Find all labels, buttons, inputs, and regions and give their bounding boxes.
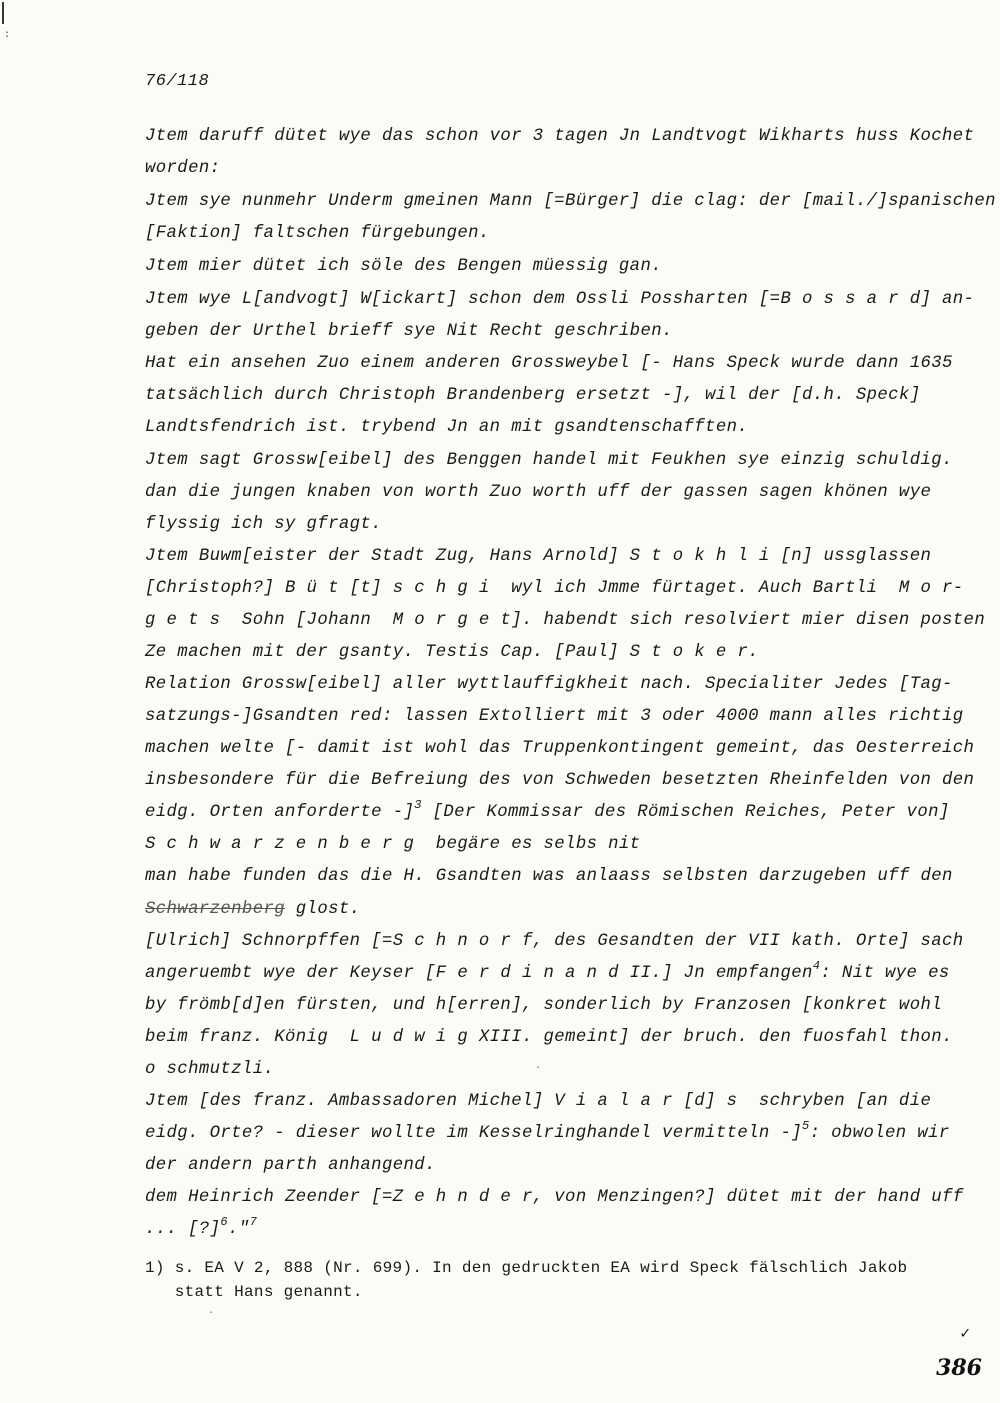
text-line bbox=[145, 706, 964, 728]
text-line bbox=[145, 959, 950, 985]
text-line bbox=[145, 158, 220, 180]
scan-speck: · bbox=[208, 1308, 215, 1319]
line-text: flyssig ich sy gfragt. bbox=[145, 515, 382, 534]
text-line bbox=[145, 642, 759, 664]
line-text: Jtem sye nunmehr Underm gmeinen Mann [=Bürger] die clag: der [mail./]spanischen bbox=[145, 192, 996, 211]
text-line bbox=[145, 1187, 964, 1209]
text-line bbox=[145, 1215, 258, 1241]
footnote-ref: 5 bbox=[802, 1119, 810, 1133]
line-text: dem Heinrich Zeender [=Z e h n d e r, von Menzingen?] dütet mit der hand uff bbox=[145, 1188, 964, 1207]
text-line bbox=[145, 578, 964, 600]
line-text-continued: : Nit wye es bbox=[820, 964, 950, 983]
text-line bbox=[145, 899, 360, 921]
text-line bbox=[145, 223, 490, 245]
text-line bbox=[145, 931, 964, 953]
archive-folio-stamp: 386 bbox=[936, 1355, 982, 1381]
line-text: Jtem daruff dütet wye das schon vor 3 tagen Jn Landtvogt Wikharts huss Kochet bbox=[145, 127, 975, 146]
footnote-ref: 7 bbox=[249, 1215, 258, 1229]
text-line bbox=[145, 798, 950, 824]
line-text: Jtem Buwm[eister der Stadt Zug, Hans Arnold] S t o k h l i [n] ussglassen bbox=[145, 547, 932, 566]
line-text: geben der Urthel brieff sye Nit Recht geschriben. bbox=[145, 322, 673, 341]
line-text-continued: ." bbox=[228, 1220, 250, 1239]
footnote-line: 1) s. EA V 2, 888 (Nr. 699). In den gedruckten EA wird Speck fälschlich Jakob bbox=[145, 1259, 908, 1277]
text-line bbox=[145, 514, 382, 536]
line-text: [Christoph?] B ü t [t] s c h g i wyl ich Jmme fürtaget. Auch Bartli M o r- bbox=[145, 579, 964, 598]
line-text: der andern parth anhangend. bbox=[145, 1156, 436, 1175]
line-text: machen welte [- damit ist wohl das Truppenkontingent gemeint, das Oesterreich bbox=[145, 739, 975, 758]
text-line bbox=[145, 417, 748, 439]
line-text: Jtem [des franz. Ambassadoren Michel] V i a l a r [d] s schryben [an die bbox=[145, 1092, 932, 1111]
line-text: beim franz. König L u d w i g XIII. gemeint] der bruch. den fuosfahl thon. bbox=[145, 1028, 953, 1047]
text-line bbox=[145, 738, 974, 760]
line-text: g e t s Sohn [Johann M o r g e t]. habendt sich resolviert mier disen posten bbox=[145, 611, 986, 630]
text-line bbox=[145, 450, 953, 472]
line-text-continued: [Der Kommissar des Römischen Reiches, Peter von] bbox=[421, 803, 950, 822]
text-line bbox=[145, 866, 953, 888]
text-line bbox=[145, 546, 931, 568]
text-line bbox=[145, 482, 931, 504]
line-text: Hat ein ansehen Zuo einem anderen Grossweybel [- Hans Speck wurde dann 1635 bbox=[145, 354, 953, 373]
line-text: man habe funden das die H. Gsandten was anlaass selbsten darzugeben uff den bbox=[145, 867, 953, 886]
text-line bbox=[145, 770, 974, 792]
line-text: eidg. Orten anforderte -] bbox=[145, 803, 415, 822]
line-text: Jtem wye L[andvogt] W[ickart] schon dem Ossli Possharten [=B o s s a r d] an- bbox=[145, 290, 975, 309]
text-line bbox=[145, 126, 974, 148]
text-line bbox=[145, 321, 673, 343]
text-line bbox=[145, 191, 996, 213]
text-line bbox=[145, 1027, 953, 1049]
text-line bbox=[145, 1059, 274, 1081]
line-text-continued: glost. bbox=[285, 900, 361, 919]
text-line bbox=[145, 385, 920, 407]
line-text: o schmutzli. bbox=[145, 1060, 275, 1079]
text-line bbox=[145, 256, 662, 278]
text-line bbox=[145, 610, 985, 632]
text-line bbox=[145, 1155, 436, 1177]
line-text: Landtsfendrich ist. trybend Jn an mit gsandtenschafften. bbox=[145, 418, 749, 437]
text-line bbox=[145, 353, 953, 375]
page-number: 76/118 bbox=[145, 72, 210, 91]
footnote-ref: 6 bbox=[220, 1215, 229, 1229]
line-text: satzungs-]Gsandten red: lassen Extolliert mit 3 oder 4000 mann alles richtig bbox=[145, 707, 964, 726]
line-text: Ze machen mit der gsanty. Testis Cap. [Paul] S t o k e r. bbox=[145, 643, 759, 662]
check-mark: ✓ bbox=[960, 1325, 970, 1343]
text-line bbox=[145, 1091, 931, 1113]
line-text: Jtem mier dütet ich söle des Bengen müessig gan. bbox=[145, 257, 662, 276]
line-text: worden: bbox=[145, 159, 221, 178]
line-text: eidg. Orte? - dieser wollte im Kesselringhandel vermitteln -] bbox=[145, 1124, 802, 1143]
text-line bbox=[145, 1119, 950, 1145]
line-text: Jtem sagt Grossw[eibel] des Benggen handel mit Feukhen sye einzig schuldig. bbox=[145, 451, 953, 470]
text-line bbox=[145, 834, 640, 856]
line-text: [Faktion] faltschen fürgebungen. bbox=[145, 224, 490, 243]
footnote-ref: 3 bbox=[414, 798, 422, 812]
footnote-ref: 4 bbox=[812, 959, 821, 973]
line-text-continued: : obwolen wir bbox=[809, 1124, 950, 1143]
line-text: by frömb[d]en fürsten, und h[erren], sonderlich by Franzosen [konkret wohl bbox=[145, 996, 943, 1015]
scan-edge-mark bbox=[2, 2, 4, 24]
footnote-line: statt Hans genannt. bbox=[145, 1283, 363, 1301]
struck-text: Schwarzenberg bbox=[145, 900, 286, 919]
text-line bbox=[145, 674, 953, 696]
line-text: dan die jungen knaben von worth Zuo worth uff der gassen sagen khönen wye bbox=[145, 483, 932, 502]
line-text: insbesondere für die Befreiung des von Schweden besetzten Rheinfelden von den bbox=[145, 771, 975, 790]
text-line bbox=[145, 995, 942, 1017]
line-text: Relation Grossw[eibel] aller wyttlauffigkheit nach. Specialiter Jedes [Tag- bbox=[145, 675, 953, 694]
text-line bbox=[145, 289, 974, 311]
line-text: S c h w a r z e n b e r g begäre es selbs nit bbox=[145, 835, 641, 854]
line-text: [Ulrich] Schnorpffen [=S c h n o r f, des Gesandten der VII kath. Orte] sach bbox=[145, 932, 964, 951]
line-text: ... [?] bbox=[145, 1220, 221, 1239]
line-text: tatsächlich durch Christoph Brandenberg ersetzt -], wil der [d.h. Speck] bbox=[145, 386, 921, 405]
line-text: angeruembt wye der Keyser [F e r d i n a n d II.] Jn empfangen bbox=[145, 964, 813, 983]
scan-speck: · bbox=[535, 1063, 542, 1074]
scan-edge-dots: : bbox=[4, 30, 11, 41]
